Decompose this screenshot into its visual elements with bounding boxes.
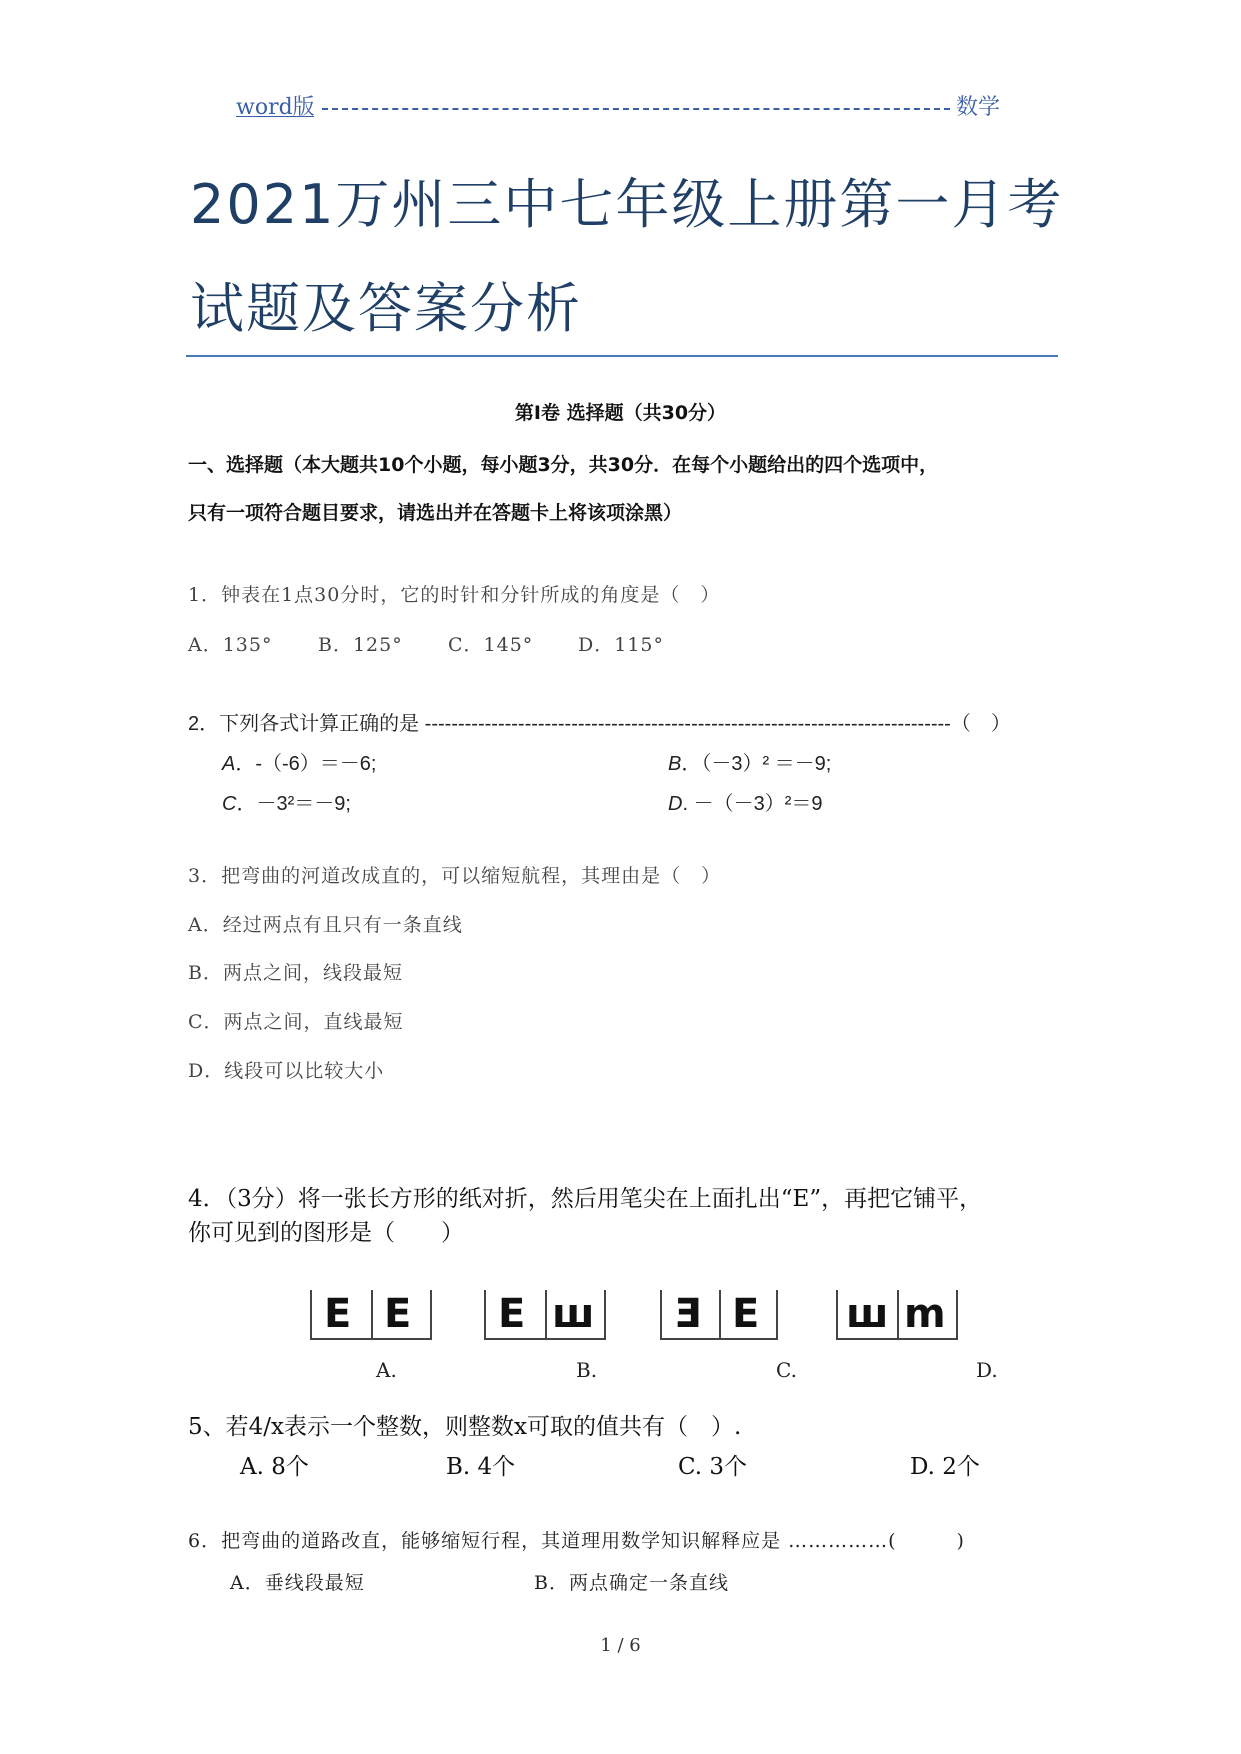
q1-option-a: A．135° [188,634,273,656]
q5-option-a: A. 8个 [240,1454,309,1480]
q2-option-d [668,787,822,816]
instructions-line2: 只有一项符合题目要求，请选出并在答题卡上将该项涂黑） [188,502,683,524]
q5-option-c: C. 3个 [678,1454,748,1480]
header-dashed-rule [322,108,950,110]
q5-option-b: B. 4个 [446,1454,516,1480]
q4-figure-a-right: E [384,1291,412,1337]
q3-option-c: C．两点之间，直线最短 [188,1011,404,1033]
q4-figure-d-label: D. [976,1358,998,1382]
header-right: 数学 [956,95,1001,120]
q3-option-d: D．线段可以比较大小 [188,1060,385,1082]
q4-stem-line2: 你可见到的图形是（ ） [188,1220,464,1246]
q4-figure-b [484,1290,606,1340]
q5-stem: 5、若4/x表示一个整数，则整数x可取的值共有（ ）. [188,1414,742,1440]
q2-option-c-text: ．－3²＝－9; [236,793,351,815]
q1-option-b: B．125° [318,634,403,656]
q2-option-a [222,747,376,776]
title-rule [186,355,1058,357]
q4-figure-b-left: E [498,1291,526,1337]
q2-option-d-text: . －（－3）²＝9 [682,793,823,815]
q6-option-a: A．垂线段最短 [230,1572,365,1594]
q2-stem: 2．下列各式计算正确的是 -------------------------------------------------------------------------------（ ） [188,713,1011,735]
q4-stem-line1: 4．（3分）将一张长方形的纸对折，然后用笔尖在上面扎出“E”，再把它铺平， [188,1186,983,1212]
q4-figure-c-label: C. [776,1358,797,1382]
q1-option-d: D．115° [578,634,664,656]
q2-option-a-text: ．-（-6）＝－6; [235,753,377,775]
q2-option-b [668,747,831,776]
q3-option-a: A．经过两点有且只有一条直线 [188,914,463,936]
q4-figure-c-left: Ǝ [674,1291,702,1337]
q2-option-d-letter: D [668,793,683,815]
q2-option-b-letter: B [668,753,682,775]
q4-figure-c [660,1290,778,1340]
q4-figure-c-right: E [732,1291,760,1337]
q4-figure-a [310,1290,432,1340]
section-heading: 第Ⅰ卷 选择题（共30分） [514,402,727,424]
page-number: 1 / 6 [600,1635,641,1656]
q3-option-b: B．两点之间，线段最短 [188,962,403,984]
document-title-line2: 试题及答案分析 [190,277,582,340]
q3-stem: 3．把弯曲的河道改成直的，可以缩短航程，其理由是（ ） [188,865,722,887]
q6-stem: 6．把弯曲的道路改直，能够缩短行程，其道理用数学知识解释应是 ……………( ) [188,1530,965,1552]
q4-figure-b-label: B. [576,1358,598,1382]
q2-option-c [222,787,351,816]
document-title-line1: 2021万州三中七年级上册第一月考 [190,173,1064,236]
q6-option-b: B．两点确定一条直线 [534,1572,729,1594]
q4-figure-d [836,1290,958,1340]
header-left-underline [236,116,314,117]
instructions-line1: 一、选择题（本大题共10个小题，每小题3分，共30分．在每个小题给出的四个选项中， [188,454,939,476]
q2-option-c-letter: C [222,793,237,815]
q1-stem: 1．钟表在1点30分时，它的时针和分针所成的角度是（ ） [188,584,721,606]
q4-figure-b-right: ш [552,1291,595,1337]
q2-option-a-letter: A [222,753,236,775]
q4-figure-d-right: m [904,1291,946,1337]
header-left: word版 [236,95,315,120]
q4-figure-a-label: A. [376,1358,397,1382]
q4-figure-d-left: ш [846,1291,889,1337]
q1-option-c: C．145° [448,634,534,656]
q5-option-d: D. 2个 [910,1454,980,1480]
q4-figure-a-left: E [324,1291,352,1337]
q2-option-b-text: ．（－3）² ＝－9; [681,753,832,775]
